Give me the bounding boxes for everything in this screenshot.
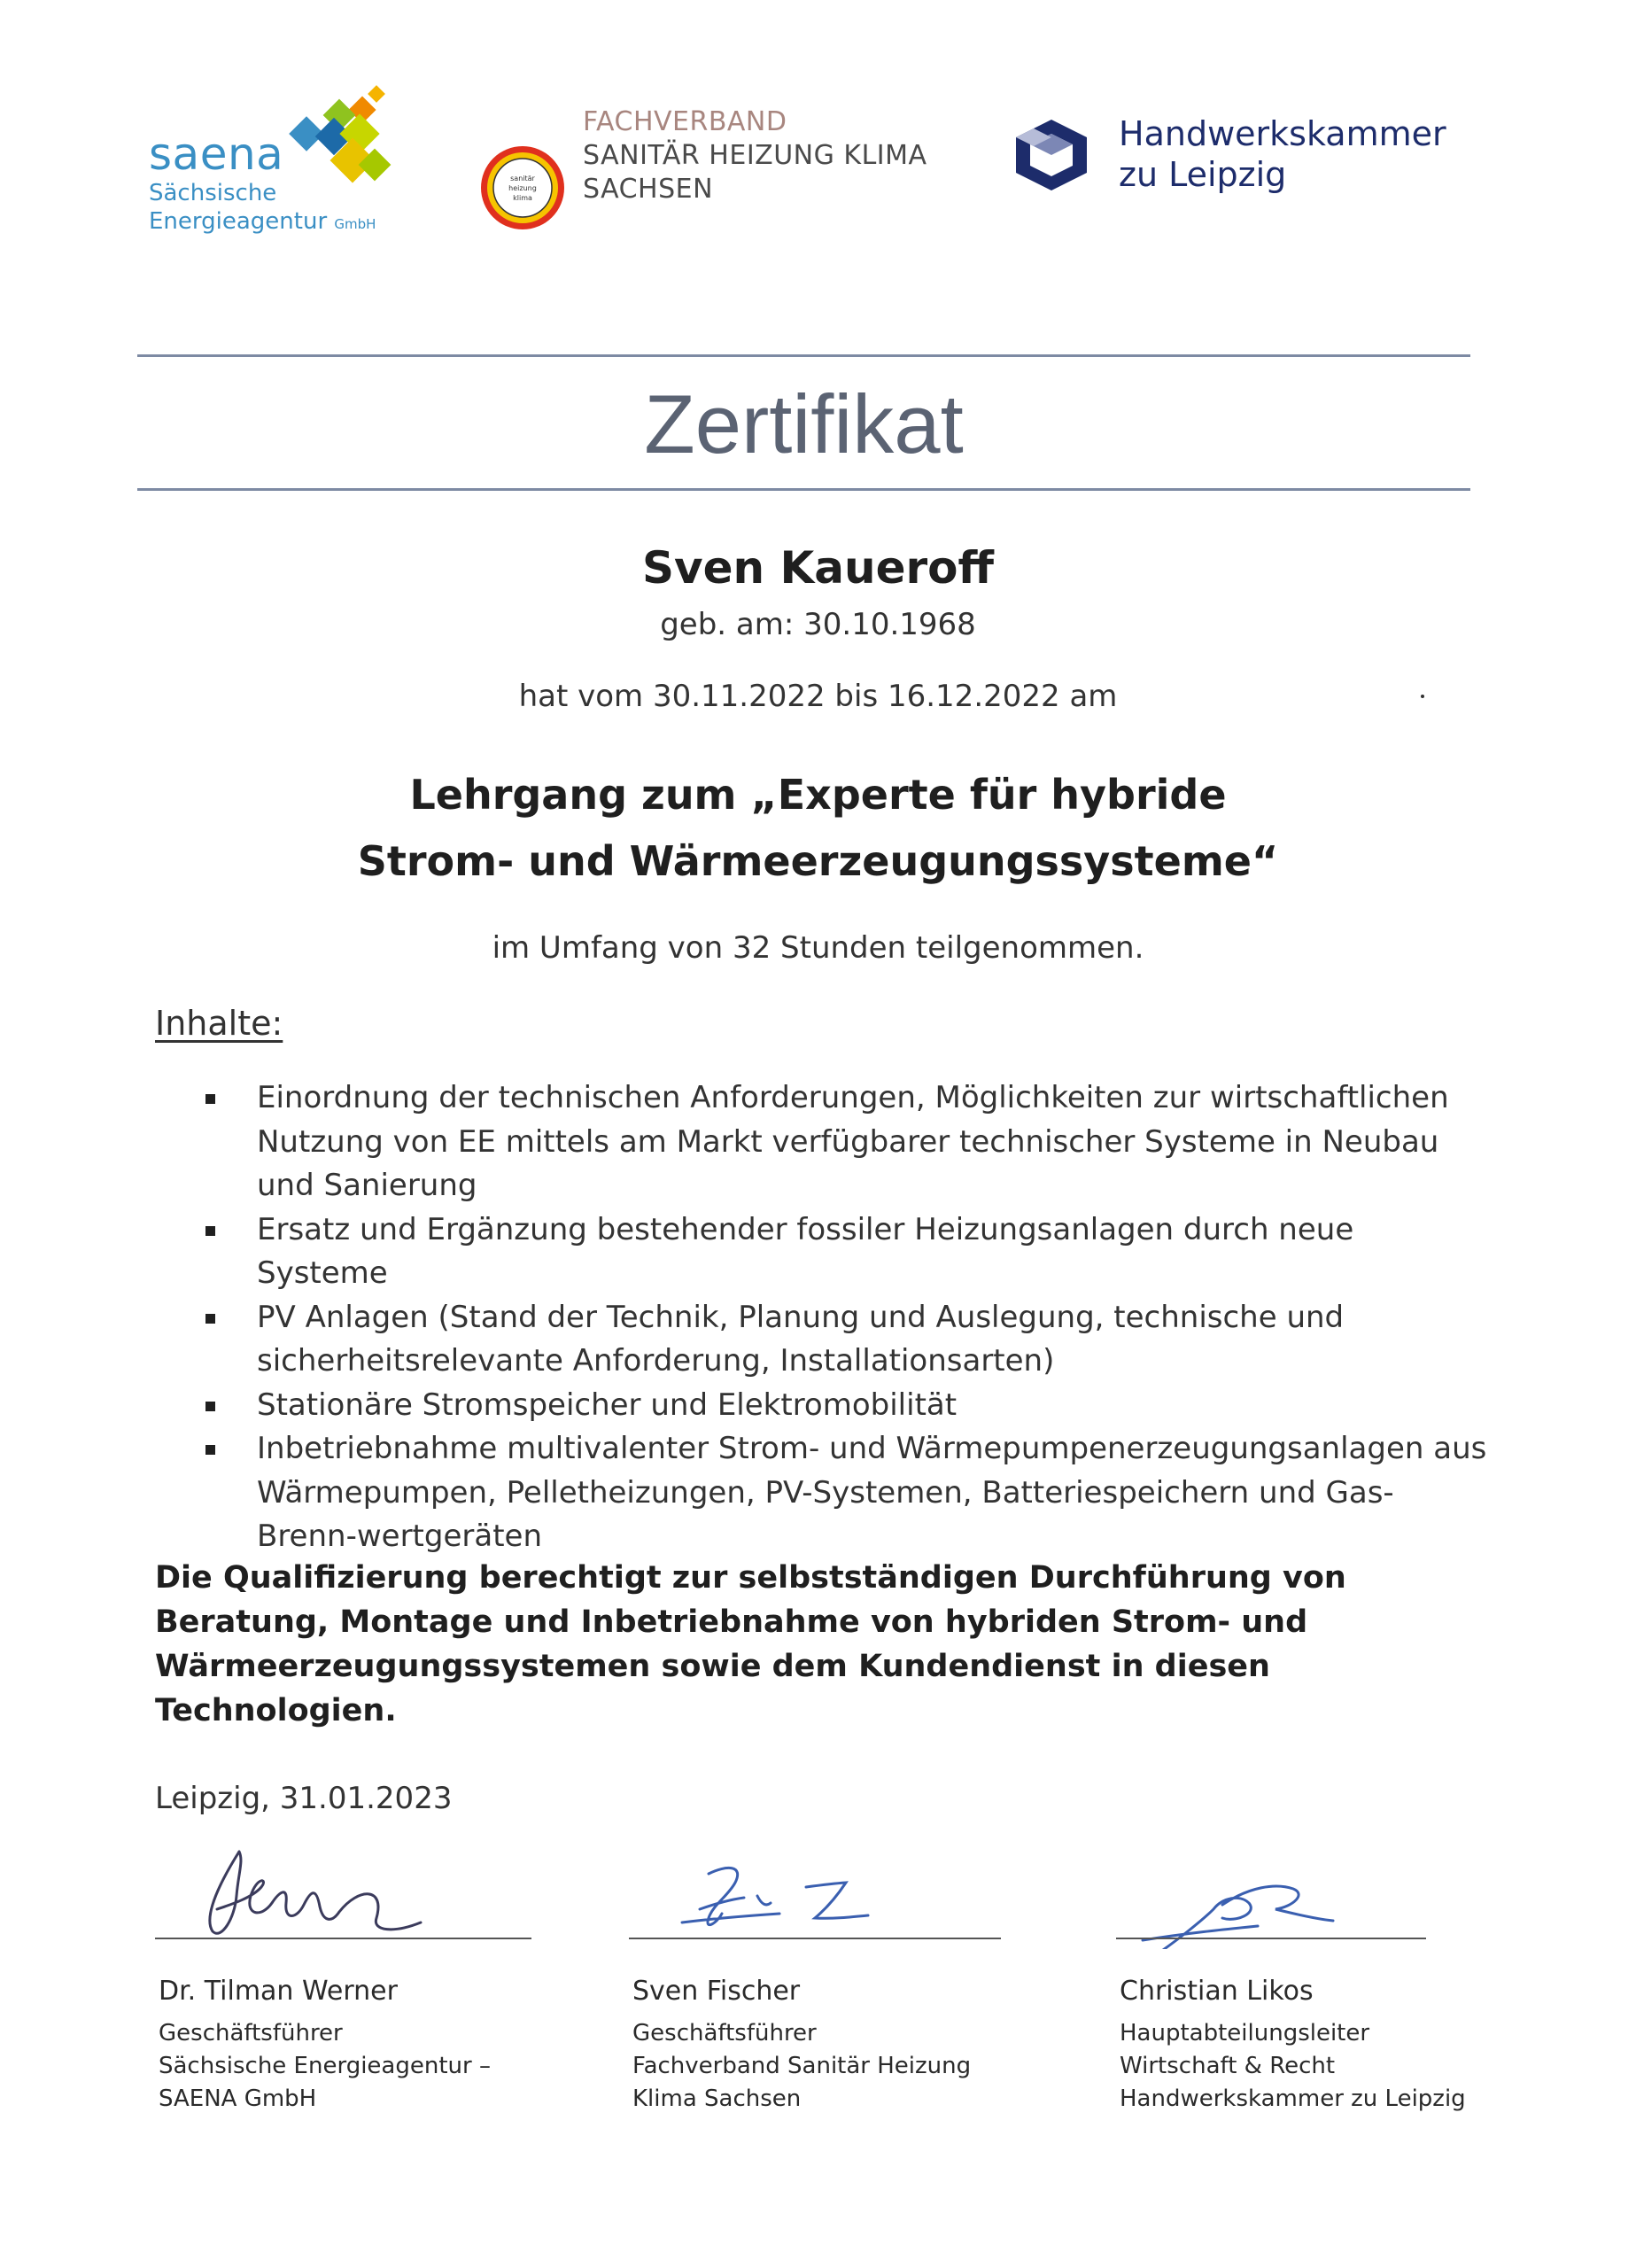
signatory-role-line: Handwerkskammer zu Leipzig (1120, 2085, 1466, 2112)
signature-block-fischer (629, 1834, 1001, 2135)
signatory-role-line: Geschäftsführer (159, 2020, 343, 2047)
signature-block-werner (155, 1834, 531, 2135)
handwerkskammer-cube-icon (1014, 118, 1089, 193)
signatory-role-line: Fachverband Sanitär Heizung (632, 2053, 972, 2079)
seal-text-1: sanitär (510, 175, 535, 183)
signatory-name: Sven Fischer (632, 1976, 801, 2007)
bullet-square-icon (205, 1226, 215, 1236)
title-rule-top (137, 354, 1470, 357)
saena-logo-name: saena (149, 128, 284, 180)
course-title-line1: Lehrgang zum „Experte für hybride (409, 771, 1227, 819)
saena-logo-gmbh: GmbH (334, 216, 376, 232)
contents-item-text: Ersatz und Ergänzung bestehender fossiler Heizungsanlagen durch neue Systeme (257, 1211, 1354, 1291)
recipient-name: Sven Kaueroff (641, 542, 995, 594)
saena-logo-line2 (149, 208, 376, 235)
title-rule-bottom (137, 488, 1470, 491)
signatory-role-line: Wirtschaft & Recht (1120, 2053, 1336, 2079)
signatory-name: Dr. Tilman Werner (159, 1976, 398, 2007)
signatory-role-line: Sächsische Energieagentur – (159, 2053, 491, 2079)
signature-block-likos (1116, 1834, 1466, 2135)
bullet-square-icon (205, 1402, 215, 1411)
seal-text-2: heizung (508, 184, 537, 192)
signature-werner-image (155, 1834, 531, 1949)
qualification-statement: Die Qualifizierung berechtigt zur selbstständigen Durchführung von Beratung, Montage und Inbetriebnahme von hybriden Strom- und Wärmeerzeugungssystemen sowie dem Kundendienst in diesen Technologien. (155, 1560, 1346, 1728)
bullet-square-icon (205, 1094, 215, 1104)
scan-speck (1421, 695, 1424, 698)
signatory-role-line: SAENA GmbH (159, 2085, 317, 2112)
contents-item (204, 1427, 1488, 1559)
contents-item (204, 1208, 1488, 1296)
seal-text-3: klima (513, 194, 532, 202)
signature-fischer-image (629, 1834, 1001, 1949)
contents-list (204, 1076, 1488, 1559)
contents-item-text: Inbetriebnahme multivalenter Strom- und Wärmepumpenerzeugungsanlagen aus Wärmepumpen, Pelletheizungen, PV-Systemen, Batteriespeichern und Gas-Brenn-wertgeräten (257, 1431, 1487, 1554)
signatory-role-line: Geschäftsführer (632, 2020, 817, 2047)
place-and-date: Leipzig, 31.01.2023 (155, 1781, 453, 1816)
signatory-role-line: Klima Sachsen (632, 2085, 802, 2112)
fachverband-line1: FACHVERBAND (583, 106, 787, 137)
recipient-birth-date: geb. am: 30.10.1968 (660, 607, 976, 642)
fachverband-line2: SANITÄR HEIZUNG KLIMA (583, 140, 927, 171)
saena-logo (142, 84, 407, 244)
contents-heading: Inhalte: (155, 1004, 283, 1043)
contents-item (204, 1076, 1488, 1208)
course-period: hat vom 30.11.2022 bis 16.12.2022 am (518, 679, 1118, 714)
fachverband-line3: SACHSEN (583, 174, 714, 205)
course-scope: im Umfang von 32 Stunden teilgenommen. (492, 930, 1144, 966)
contents-item (204, 1296, 1488, 1384)
course-title-line2: Strom- und Wärmeerzeugungssysteme“ (357, 837, 1279, 885)
bullet-square-icon (205, 1314, 215, 1324)
contents-item-text: PV Anlagen (Stand der Technik, Planung und Auslegung, technische und sicherheitsrelevante Anforderung, Installationsarten) (257, 1299, 1345, 1379)
signature-line (629, 1938, 1001, 1939)
handwerkskammer-line2: zu Leipzig (1119, 155, 1287, 194)
saena-logo-line1: Sächsische (149, 180, 277, 206)
certificate-title: Zertifikat (644, 377, 964, 470)
signature-line (1116, 1938, 1426, 1939)
handwerkskammer-line1: Handwerkskammer (1119, 114, 1446, 153)
contents-item-text: Einordnung der technischen Anforderungen, Möglichkeiten zur wirtschaftlichen Nutzung von EE mittels am Markt verfügbarer technischer Systeme in Neubau und Sanierung (257, 1080, 1449, 1203)
fachverband-logo (478, 105, 974, 237)
saena-diamond-mark-icon (283, 84, 416, 208)
contents-item (204, 1384, 1488, 1428)
handwerkskammer-logo (1014, 111, 1475, 217)
saena-logo-energieagentur: Energieagentur (149, 208, 328, 235)
signature-likos-image (1116, 1834, 1426, 1949)
signatory-role-line: Hauptabteilungsleiter (1120, 2020, 1370, 2047)
signature-line (155, 1938, 531, 1939)
contents-item-text: Stationäre Stromspeicher und Elektromobilität (257, 1386, 958, 1423)
fachverband-seal-icon (478, 144, 567, 232)
signatory-name: Christian Likos (1120, 1976, 1314, 2007)
bullet-square-icon (205, 1445, 215, 1455)
